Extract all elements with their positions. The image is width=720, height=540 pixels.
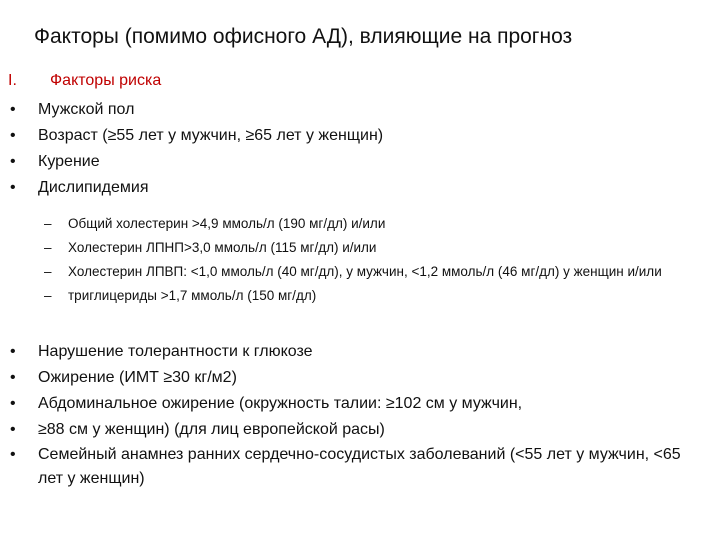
risk-factor-list-b	[0, 339, 688, 491]
bullet-icon: •	[10, 421, 16, 438]
risk-factor-list-a	[0, 97, 383, 201]
dash-icon: –	[44, 264, 52, 279]
list-item-text: Семейный анамнез ранних сердечно-сосудистых заболеваний (<55 лет у мужчин, <65 лет у женщин)	[38, 446, 681, 487]
bullet-icon: •	[10, 179, 16, 196]
list-item	[0, 365, 688, 391]
sub-list-item	[0, 286, 690, 305]
list-item	[0, 175, 383, 201]
list-item	[0, 417, 688, 443]
list-item-text: Абдоминальное ожирение (окружность талии: ≥102 см у мужчин,	[38, 395, 523, 412]
slide-title: Факторы (помимо офисного АД), влияющие на прогноз	[34, 25, 573, 48]
list-item	[0, 391, 688, 417]
dyslipidemia-sublist	[0, 214, 690, 305]
list-item-text: Курение	[38, 153, 100, 170]
section-heading-text: Факторы риска	[50, 72, 162, 89]
bullet-icon: •	[10, 395, 16, 412]
list-item-text: Возраст (≥55 лет у мужчин, ≥65 лет у женщин)	[38, 127, 384, 144]
section-number: I.	[8, 72, 17, 89]
dash-icon: –	[44, 288, 52, 303]
list-item-text: ≥88 см у женщин) (для лиц европейской расы)	[38, 421, 385, 438]
sub-list-item-text: триглицериды >1,7 ммоль/л (150 мг/дл)	[68, 288, 317, 303]
list-item-text: Нарушение толерантности к глюкозе	[38, 343, 313, 360]
sub-list-item	[0, 214, 690, 233]
sub-list-item	[0, 238, 690, 257]
bullet-icon: •	[10, 127, 16, 144]
list-item-text: Дислипидемия	[38, 179, 149, 196]
bullet-icon: •	[10, 101, 16, 118]
list-item	[0, 97, 383, 123]
list-item	[0, 339, 688, 365]
bullet-icon: •	[10, 369, 16, 386]
dash-icon: –	[44, 216, 52, 231]
sub-list-item	[0, 262, 690, 281]
bullet-icon: •	[10, 446, 16, 463]
list-item	[0, 123, 383, 149]
list-item	[0, 149, 383, 175]
sub-list-item-text: Холестерин ЛПВП: <1,0 ммоль/л (40 мг/дл), у мужчин, <1,2 ммоль/л (46 мг/дл) у женщин и/или	[68, 264, 662, 279]
sub-list-item-text: Холестерин ЛПНП>3,0 ммоль/л (115 мг/дл) и/или	[68, 240, 377, 255]
bullet-icon: •	[10, 153, 16, 170]
list-item-text: Ожирение (ИМТ ≥30 кг/м2)	[38, 369, 237, 386]
list-item-text: Мужской пол	[38, 101, 135, 118]
list-item	[0, 443, 688, 491]
dash-icon: –	[44, 240, 52, 255]
sub-list-item-text: Общий холестерин >4,9 ммоль/л (190 мг/дл) и/или	[68, 216, 386, 231]
bullet-icon: •	[10, 343, 16, 360]
